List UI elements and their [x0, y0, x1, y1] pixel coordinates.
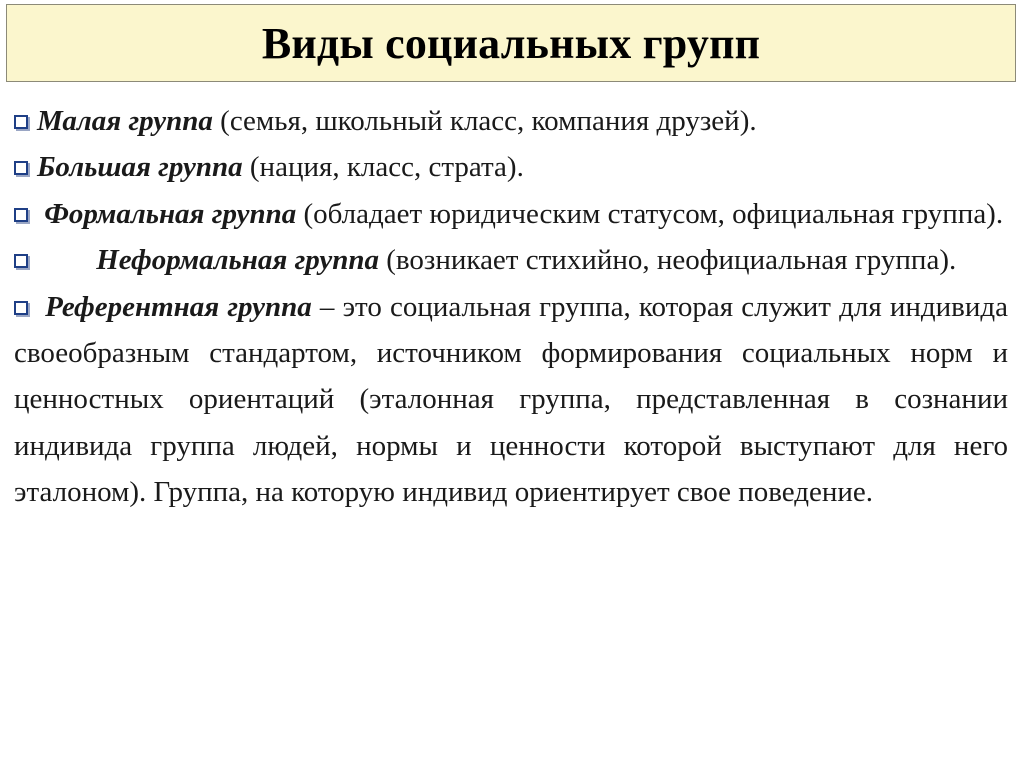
page-title: Виды социальных групп — [261, 18, 761, 68]
term-reference-group: Референтная группа — [45, 290, 312, 323]
term-large-group: Большая группа — [37, 151, 243, 184]
description-small-group: (семья, школьный класс, компания друзей). — [212, 105, 757, 137]
term-small-group: Малая группа — [37, 105, 213, 137]
list-item-large-group — [14, 144, 1008, 190]
list-item-small-group — [14, 98, 1008, 144]
content-list — [14, 98, 1008, 516]
hollow-square-bullet-icon — [14, 208, 28, 222]
term-formal-group: Формальная группа — [44, 197, 297, 230]
description-formal-group: (обладает юридическим статусом, официальная группа). — [296, 197, 1004, 230]
hollow-square-bullet-icon — [14, 161, 28, 175]
hollow-square-bullet-icon — [14, 115, 28, 129]
hollow-square-bullet-icon — [14, 301, 28, 315]
term-informal-group: Неформальная группа — [96, 244, 380, 277]
list-item-formal-group — [14, 191, 1008, 237]
description-informal-group: (возникает стихийно, неофициальная группа). — [379, 244, 957, 277]
title-banner — [6, 4, 1016, 82]
hollow-square-bullet-icon — [14, 254, 28, 268]
list-item-informal-group — [14, 237, 1008, 283]
list-item-reference-group — [14, 284, 1008, 516]
description-reference-group: – это социальная группа, которая служит для индивида своеобразным стандартом, источником формирования социальных норм и ценностных ориентаций (эталонная группа, представленная в сознании индивида группа людей, нормы и ценности которой выступают для него эталоном). Группа, на которую индивид ориентирует свое поведение. — [14, 290, 1009, 509]
description-large-group: (нация, класс, страта). — [242, 151, 524, 184]
